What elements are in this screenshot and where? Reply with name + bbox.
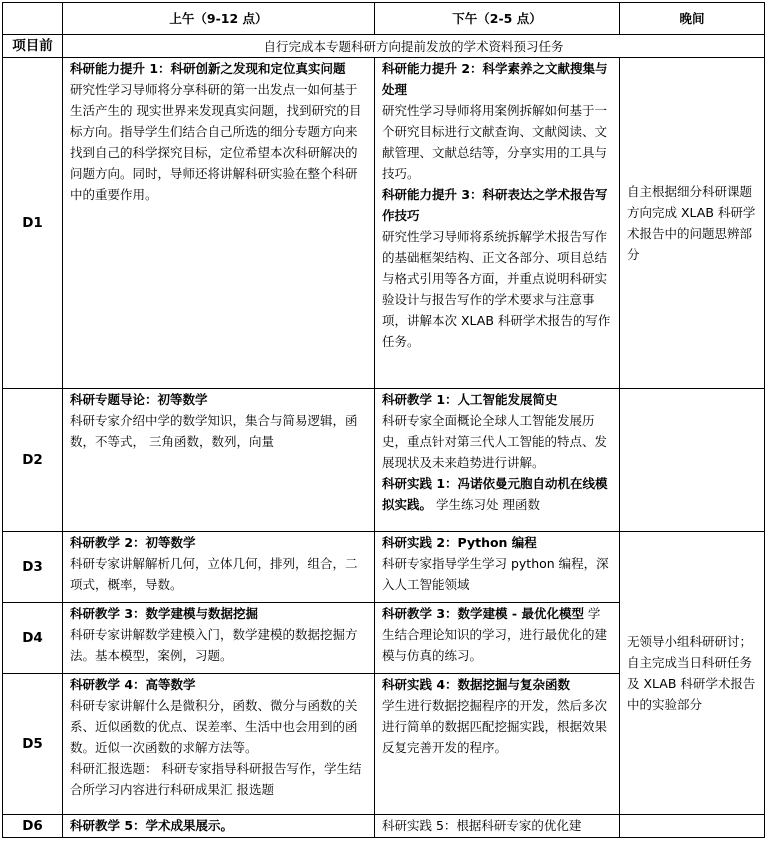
d2-afternoon bbox=[375, 389, 620, 532]
session-title: 科研能力提升 3：科研表达之学术报告写作技巧 bbox=[382, 187, 608, 223]
schedule-table bbox=[2, 2, 765, 838]
pre-task: 自行完成本专题科研方向提前发放的学术资料预习任务 bbox=[63, 35, 765, 58]
d1-morning bbox=[63, 58, 375, 389]
session-title: 科研专题导论：初等数学 bbox=[70, 392, 208, 407]
row-d6 bbox=[3, 815, 765, 838]
session-title: 科研教学 3：数学建模与数据挖掘 bbox=[70, 606, 259, 621]
session-desc: 科研专家讲解什么是微积分，函数、微分与函数的关系、近似函数的优点、误差率、生活中也会用到的函数。近似一次函数的求解方法等。 bbox=[70, 698, 358, 755]
session-title: 科研能力提升 1：科研创新之发现和定位真实问题 bbox=[70, 61, 346, 76]
session-title: 科研教学 1：人工智能发展简史 bbox=[382, 392, 558, 407]
session-title: 科研教学 4：高等数学 bbox=[70, 677, 196, 692]
session-desc: 科研专家介绍中学的数学知识，集合与简易逻辑，函数，不等式， 三角函数，数列，向量 bbox=[70, 413, 358, 449]
d2-morning bbox=[63, 389, 375, 532]
session-desc: 学生练习处 理函数 bbox=[432, 497, 540, 512]
session-desc: 科研专家全面概论全球人工智能发展历史，重点针对第三代人工智能的特点、发展现状及未来趋势进行讲解。 bbox=[382, 413, 608, 470]
session-desc: 科研专家讲解数学建模入门，数学建模的数据挖掘方法。基本模型，案例，习题。 bbox=[70, 627, 358, 663]
d5-afternoon bbox=[375, 674, 620, 815]
session-desc: 科研实践 5：根据科研专家的优化建 bbox=[382, 818, 582, 833]
session-desc: 研究性学习导师将系统拆解学术报告写作的基础框架结构、正文各部分、项目总结与格式引用等各方面，并重点说明科研实验设计与报告写作的学术要求与注意事项，讲解本次 XLAB 科研学术报告的写作任务。 bbox=[382, 229, 611, 349]
d4-afternoon bbox=[375, 603, 620, 674]
d4-morning bbox=[63, 603, 375, 674]
d3-d5-evening: 无领导小组科研研讨；自主完成当日科研任务及 XLAB 科研学术报告中的实验部分 bbox=[620, 532, 765, 815]
session-desc: 科研汇报选题： 科研专家指导科研报告写作，学生结合所学习内容进行科研成果汇 报选题 bbox=[70, 761, 362, 797]
header-row bbox=[3, 3, 765, 35]
day-label: D5 bbox=[3, 674, 63, 815]
session-desc: 科研专家讲解解析几何，立体几何，排列，组合，二项式，概率，导数。 bbox=[70, 556, 358, 592]
d2-evening bbox=[620, 389, 765, 532]
d6-afternoon bbox=[375, 815, 620, 838]
header-morning: 上午（9-12 点） bbox=[63, 3, 375, 35]
session-title: 科研教学 2：初等数学 bbox=[70, 535, 196, 550]
d3-morning bbox=[63, 532, 375, 603]
day-label: D3 bbox=[3, 532, 63, 603]
row-d2 bbox=[3, 389, 765, 532]
session-title: 科研实践 4：数据挖掘与复杂函数 bbox=[382, 677, 571, 692]
day-label: D4 bbox=[3, 603, 63, 674]
row-pre bbox=[3, 35, 765, 58]
row-d3 bbox=[3, 532, 765, 603]
session-desc: 学生进行数据挖掘程序的开发，然后多次进行简单的数据匹配挖掘实践，根据效果反复完善开发的程序。 bbox=[382, 698, 608, 755]
header-afternoon: 下午（2-5 点） bbox=[375, 3, 620, 35]
d6-morning bbox=[63, 815, 375, 838]
session-title: 科研能力提升 2：科学素养之文献搜集与处理 bbox=[382, 61, 608, 97]
header-corner bbox=[3, 3, 63, 35]
session-desc: 研究性学习导师将用案例拆解如何基于一个研究目标进行文献查询、文献阅读、文献管理、文献总结等，分享实用的工具与技巧。 bbox=[382, 103, 608, 181]
day-label: D1 bbox=[3, 58, 63, 389]
session-line bbox=[382, 603, 612, 666]
d5-morning bbox=[63, 674, 375, 815]
d3-afternoon bbox=[375, 532, 620, 603]
d1-afternoon bbox=[375, 58, 620, 389]
day-label: D6 bbox=[3, 815, 63, 838]
d6-evening bbox=[620, 815, 765, 838]
row-d1 bbox=[3, 58, 765, 389]
session-title: 科研实践 1：冯诺依曼元胞自动机在线模拟实践。 bbox=[382, 476, 608, 512]
session-line bbox=[382, 473, 612, 515]
day-label: 项目前 bbox=[3, 35, 63, 58]
session-title: 科研教学 3：数学建模 - 最优化模型 bbox=[382, 606, 584, 621]
session-desc: 研究性学习导师将分享科研的第一出发点一如何基于生活产生的 现实世界来发现真实问题，找到研究的目标方向。指导学生们结合自己所选的细分专题方向来找到自己的科学探究目标，定位希望本次科研解决的问题方向。同时，导师还将讲解科研实验在整个科研中的重要作用。 bbox=[70, 82, 362, 202]
session-title: 科研教学 5：学术成果展示。 bbox=[70, 818, 234, 833]
session-desc: 学生结合理论知识的学习，进行最优化的建模与仿真的练习。 bbox=[382, 606, 608, 663]
day-label: D2 bbox=[3, 389, 63, 532]
header-evening: 晚间 bbox=[620, 3, 765, 35]
d1-evening: 自主根据细分科研课题方向完成 XLAB 科研学术报告中的问题思辨部分 bbox=[620, 58, 765, 389]
session-title: 科研实践 2：Python 编程 bbox=[382, 535, 537, 550]
session-desc: 科研专家指导学生学习 python 编程，深入人工智能领域 bbox=[382, 556, 609, 592]
